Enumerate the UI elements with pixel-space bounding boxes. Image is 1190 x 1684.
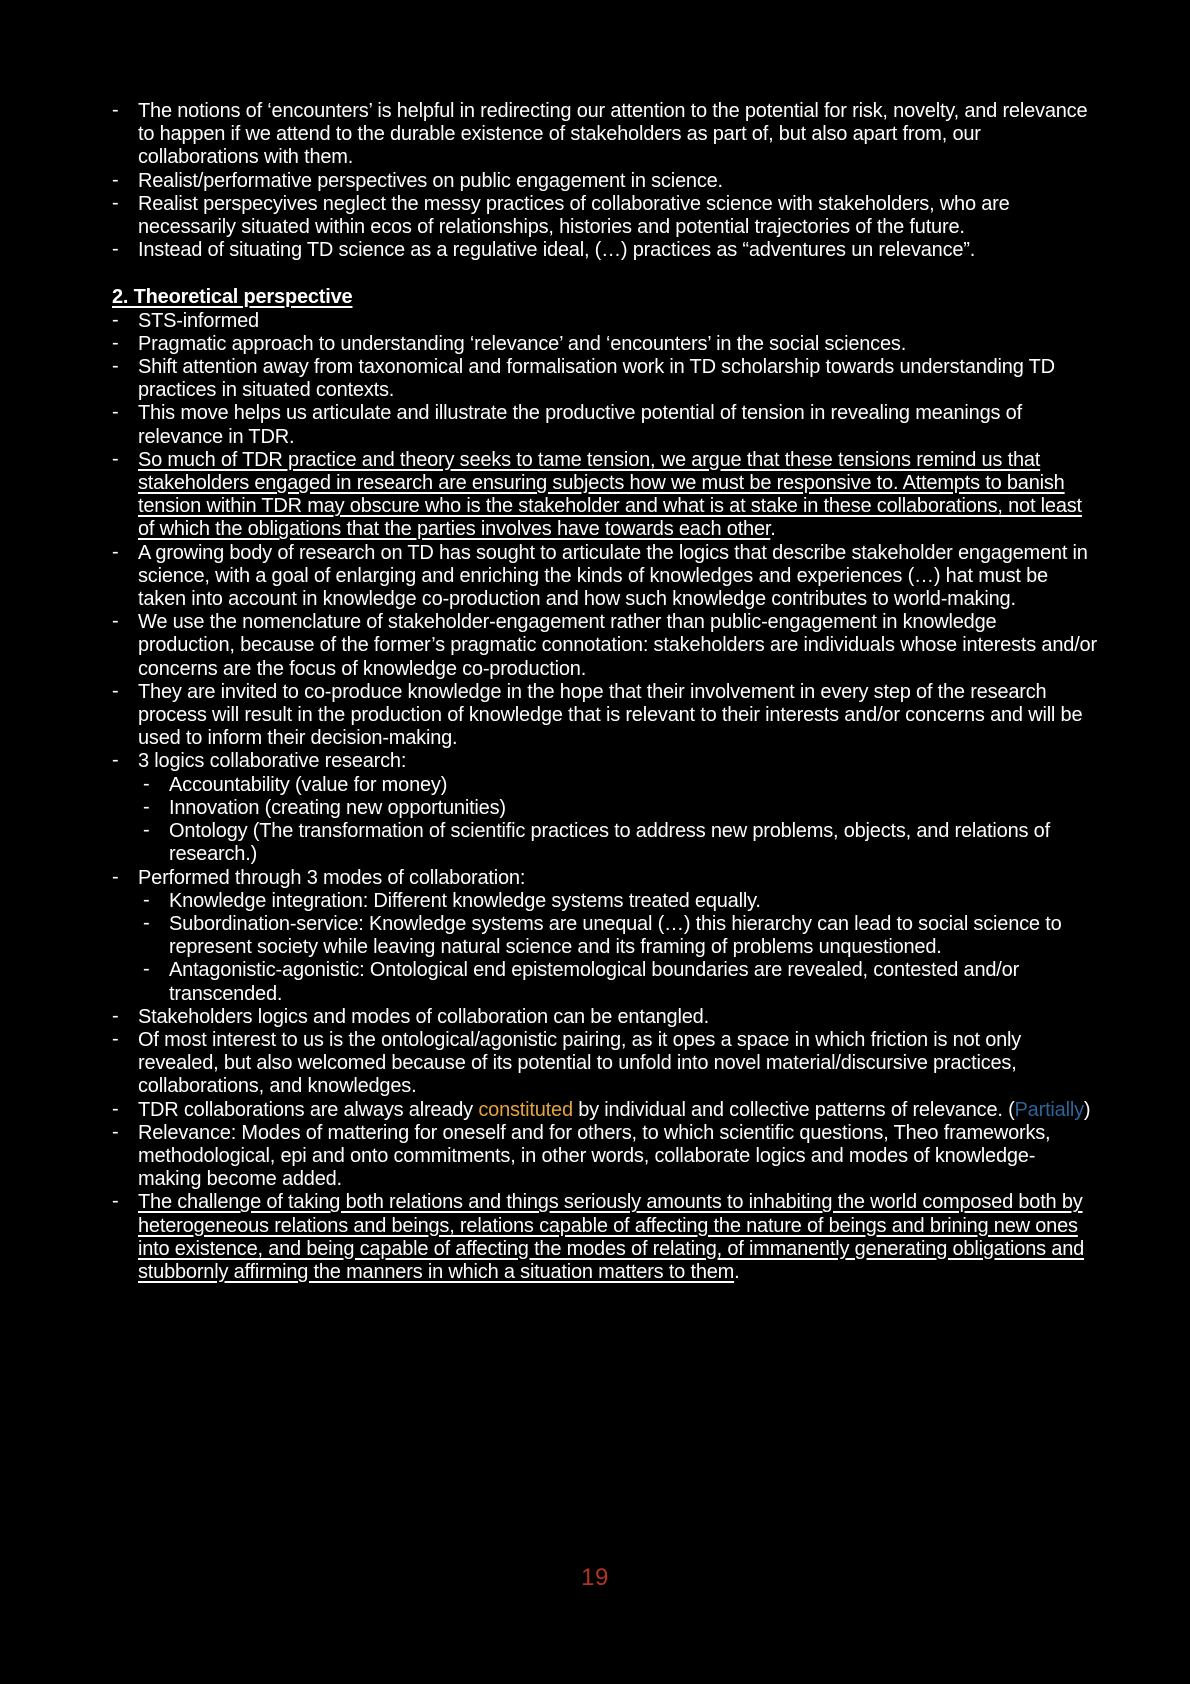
dash-bullet-marker: -	[112, 1027, 119, 1050]
bullet-item	[112, 1006, 1098, 1029]
bullet-text: Instead of situating TD science as a regulative ideal, (…) practices as “adventures un relevance”.	[138, 239, 976, 262]
page-number: 19	[581, 1564, 609, 1591]
bullet-item	[112, 867, 1098, 890]
bullet-item-nested	[143, 797, 1098, 820]
bullet-item	[112, 193, 1098, 239]
section-heading-text: 2. Theoretical perspective	[112, 286, 353, 309]
bullet-text-part: TDR collaborations are always already	[138, 1098, 479, 1121]
dash-bullet-marker: -	[112, 355, 119, 378]
bullet-text: Accountability (value for money)	[169, 773, 448, 796]
dash-bullet-marker: -	[112, 610, 119, 633]
dash-bullet-marker: -	[112, 540, 119, 563]
bullet-text: Pragmatic approach to understanding ‘relevance’ and ‘encounters’ in the social sciences.	[138, 332, 907, 355]
bullet-item-underlined	[112, 1191, 1098, 1284]
bullet-text-tail: .	[734, 1260, 740, 1283]
bullet-text: Antagonistic-agonistic: Ontological end epistemological boundaries are revealed, contested and/or transcended.	[169, 959, 1020, 1005]
bullet-item	[112, 1122, 1098, 1192]
dash-bullet-marker: -	[112, 865, 119, 888]
bullet-item-nested	[143, 774, 1098, 797]
bullet-text-part: by individual and collective patterns of relevance. (	[572, 1098, 1015, 1121]
highlight-constituted: constituted	[478, 1098, 573, 1121]
bullet-text	[138, 1191, 1084, 1283]
bullet-text: Knowledge integration: Different knowledge systems treated equally.	[169, 889, 761, 912]
bullet-item	[112, 611, 1098, 681]
dash-bullet-marker: -	[112, 238, 119, 261]
dash-bullet-marker: -	[112, 679, 119, 702]
bullet-text: 3 logics collaborative research:	[138, 750, 407, 773]
dash-bullet-marker: -	[143, 958, 150, 981]
bullet-text: Performed through 3 modes of collaboration:	[138, 866, 526, 889]
bullet-item	[112, 310, 1098, 333]
dash-bullet-marker: -	[112, 1190, 119, 1213]
dash-bullet-marker: -	[112, 168, 119, 191]
dash-bullet-marker: -	[143, 819, 150, 842]
bullet-text: Realist perspecyives neglect the messy practices of collaborative science with stakeholders, who are necessarily situated within ecos of relationships, histories and potential trajectories of the future.	[138, 192, 1010, 239]
bullet-item	[112, 100, 1098, 170]
bullet-text: Shift attention away from taxonomical and formalisation work in TD scholarship towards understanding TD practices in situated contexts.	[138, 356, 1055, 402]
bullet-item-nested	[143, 820, 1098, 866]
dash-bullet-marker: -	[143, 888, 150, 911]
bullet-item	[112, 333, 1098, 356]
dash-bullet-marker: -	[112, 191, 119, 214]
section-heading	[112, 286, 1098, 309]
bullet-text: Innovation (creating new opportunities)	[169, 796, 506, 819]
bullet-text: Subordination-service: Knowledge systems are unequal (…) this hierarchy can lead to social science to represent society while leaving natural science and its framing of problems unquestioned.	[169, 912, 1062, 959]
dash-bullet-marker: -	[112, 1097, 119, 1120]
dash-bullet-marker: -	[112, 401, 119, 424]
highlight-partially: Partially	[1014, 1098, 1084, 1121]
underlined-passage: So much of TDR practice and theory seeks to tame tension, we argue that these tensions remind us that stakeholders engaged in research are ensuring subjects how we must be responsive to. Attempts to banish tension within TDR may obscure who is the stakeholder and what is at stake in these collaborations, not least of which the obligations that the parties involves have towards each other	[138, 448, 1082, 541]
dash-bullet-marker: -	[112, 447, 119, 470]
bullet-text: Ontology (The transformation of scientific practices to address new problems, objects, and relations of research.)	[169, 820, 1050, 866]
bullet-item	[112, 402, 1098, 448]
dash-bullet-marker: -	[143, 795, 150, 818]
notes-page-content	[112, 100, 1098, 1284]
bullet-text-part: )	[1083, 1098, 1091, 1121]
bullet-item	[112, 542, 1098, 612]
bullet-item-underlined	[112, 449, 1098, 542]
bullet-item-nested	[143, 913, 1098, 959]
bullet-text: Stakeholders logics and modes of collaboration can be entangled.	[138, 1005, 709, 1028]
bullet-text: The notions of ‘encounters’ is helpful in redirecting our attention to the potential for risk, novelty, and relevance to happen if we attend to the durable existence of stakeholders as part of, but also apart from, our collaborations with them.	[138, 100, 1088, 169]
bullet-text: This move helps us articulate and illustrate the productive potential of tension in revealing meanings of relevance in TDR.	[138, 402, 1022, 448]
bullet-item	[112, 681, 1098, 751]
dash-bullet-marker: -	[112, 1004, 119, 1027]
bullet-text	[138, 1099, 1090, 1121]
bullet-item	[112, 239, 1098, 262]
dash-bullet-marker: -	[112, 308, 119, 331]
dash-bullet-marker: -	[112, 1120, 119, 1143]
dash-bullet-marker: -	[112, 749, 119, 772]
bullet-text: We use the nomenclature of stakeholder-engagement rather than public-engagement in knowledge production, because of the former’s pragmatic connotation: stakeholders are individuals whose interests and/or concerns are the focus of knowledge co-production.	[138, 611, 1097, 680]
bullet-item	[112, 170, 1098, 193]
bullet-item	[112, 750, 1098, 773]
dash-bullet-marker: -	[143, 911, 150, 934]
bullet-text-tail: .	[770, 518, 776, 541]
dash-bullet-marker: -	[143, 772, 150, 795]
bullet-item-nested	[143, 959, 1098, 1005]
bullet-item-nested	[143, 890, 1098, 913]
dash-bullet-marker: -	[112, 99, 119, 121]
bullet-text: Relevance: Modes of mattering for oneself and for others, to which scientific questions, Theo frameworks, methodological, epi and onto commitments, in other words, collaborate logics and modes of knowledge-making become added.	[138, 1121, 1051, 1191]
bullet-text	[138, 449, 1082, 541]
bullet-item-highlighted	[112, 1099, 1098, 1122]
underlined-passage: The challenge of taking both relations and things seriously amounts to inhabiting the world composed both by heterogeneous relations and beings, relations capable of affecting the nature of beings and brining new ones into existence, and being capable of affecting the modes of relating, of immanently generating obligations and stubbornly affirming the manners in which a situation matters to them	[138, 1191, 1085, 1283]
bullet-text: They are invited to co-produce knowledge in the hope that their involvement in every step of the research process will result in the production of knowledge that is relevant to their interests and/or concerns and will be used to inform their decision-making.	[138, 680, 1083, 750]
bullet-text: STS-informed	[138, 309, 259, 332]
bullet-item	[112, 1029, 1098, 1099]
dash-bullet-marker: -	[112, 331, 119, 354]
bullet-item	[112, 356, 1098, 402]
bullet-text: Realist/performative perspectives on public engagement in science.	[138, 169, 723, 192]
bullet-text: Of most interest to us is the ontological/agonistic pairing, as it opes a space in which friction is not only revealed, but also welcomed because of its potential to unfold into novel material/discursive practices, collaborations, and knowledges.	[138, 1028, 1022, 1098]
bullet-text: A growing body of research on TD has sought to articulate the logics that describe stakeholder engagement in science, with a goal of enlarging and enriching the kinds of knowledges and experiences (…) hat must be taken into account in knowledge co-production and how such knowledge contributes to world-making.	[138, 541, 1088, 611]
